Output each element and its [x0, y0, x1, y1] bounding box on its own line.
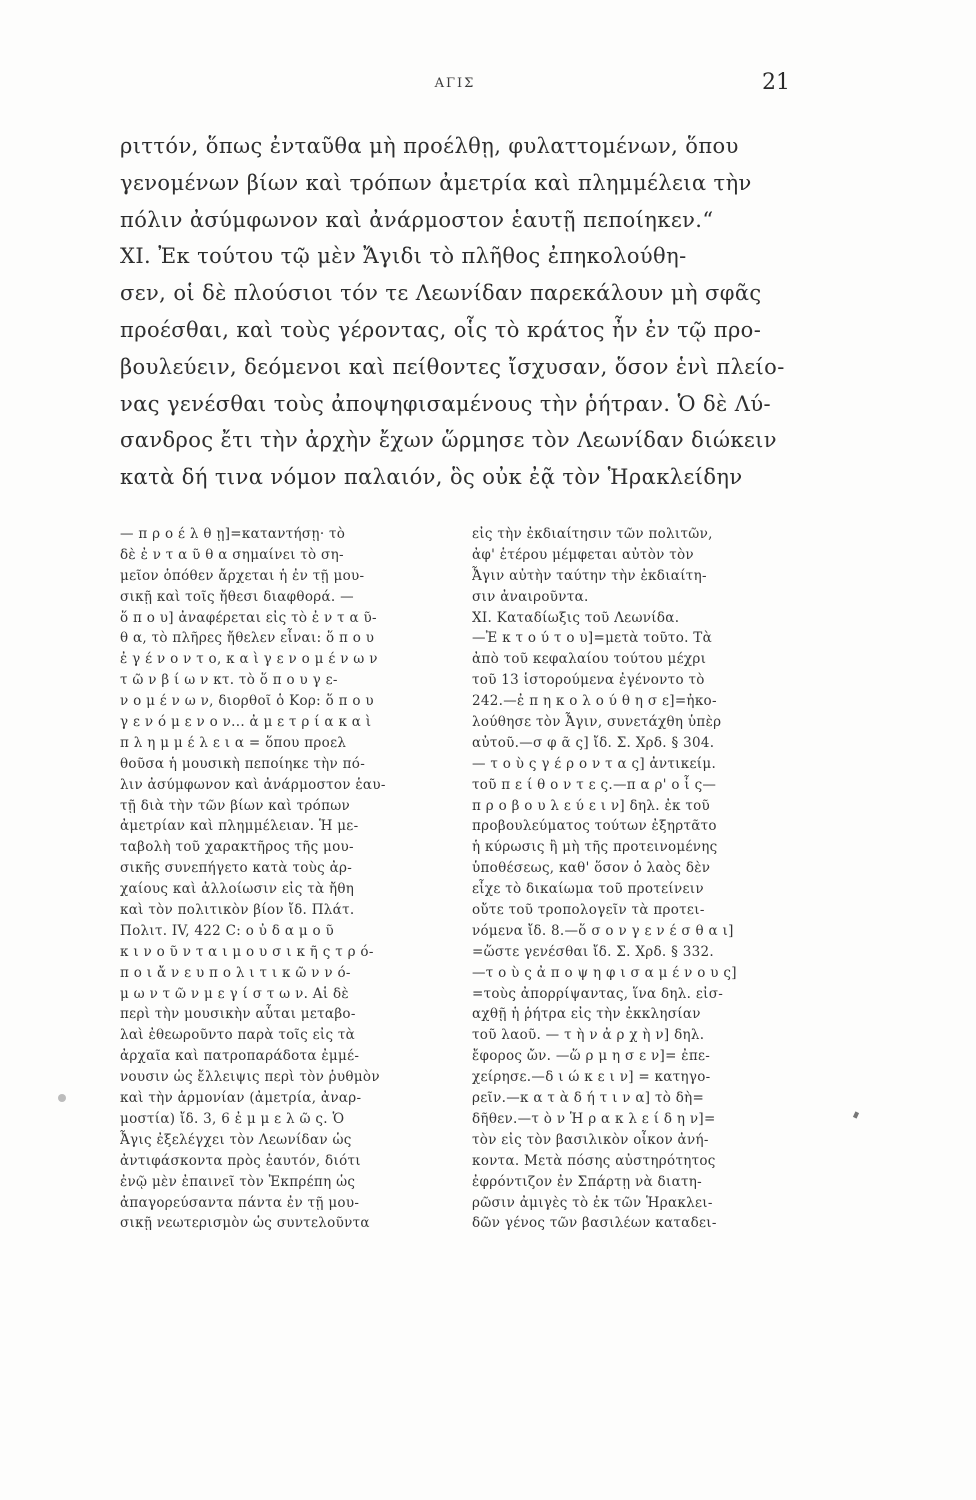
- main-text-line: XI. Ἐκ τούτου τῷ μὲν Ἄγιδι τὸ πλῆθος ἐπηκολούθη-: [120, 244, 687, 269]
- footnote-line: σικῇ νεωτερισμὸν ὡς συντελοῦντα: [120, 1215, 370, 1232]
- footnote-line: προβουλεύματος τούτων ἐξηρτᾶτο: [472, 818, 717, 835]
- footnote-line: λούθησε τὸν Ἆγιν, συνετάχθη ὑπὲρ: [472, 714, 722, 731]
- footnote-line: σιν ἀναιροῦντα.: [472, 588, 589, 605]
- footnote-line: ἔφορος ὤν. —ὥ ρ μ η σ ε ν]= ἐπε-: [472, 1048, 711, 1065]
- page-number: 21: [762, 70, 790, 95]
- footnote-line: π ο ι ἄ ν ε υ π ο λ ι τ ι κ ῶ ν ν ό-: [120, 964, 351, 981]
- footnote-line: νουσιν ὡς ἔλλειψις περὶ τὸν ῥυθμὸν: [120, 1069, 380, 1086]
- footnote-line: π λ η μ μ έ λ ε ι α = ὅπου προελ: [120, 734, 347, 751]
- footnote-line: περὶ τὴν μουσικὴν αὗται μεταβο-: [120, 1006, 356, 1023]
- footnote-line: ἀφ' ἑτέρου μέμφεται αὐτὸν τὸν: [472, 546, 694, 563]
- footnote-line: τ ῶ ν β ί ω ν κτ. τὸ ὅ π ο υ γ ε-: [120, 672, 338, 689]
- footnote-line: δῆθεν.—τ ὸ ν Ἡ ρ α κ λ ε ί δ η ν]=: [472, 1110, 716, 1127]
- main-text-line: σανδρος ἔτι τὴν ἀρχὴν ἔχων ὥρμησε τὸν Λεωνίδαν διώκειν: [120, 428, 777, 453]
- footnote-line: ρῶσιν ἀμιγὲς τὸ ἐκ τῶν Ἡρακλει-: [472, 1194, 713, 1211]
- footnote-line: —τ ο ὺ ς ἀ π ο ψ η φ ι σ α μ έ ν ο υ ς]: [472, 964, 737, 981]
- footnote-line: σικῆς συνεπήγετο κατὰ τοὺς ἀρ-: [120, 860, 353, 877]
- footnote-line: ρεῖν.—κ α τ ὰ δ ή τ ι ν α] τὸ δὴ=: [472, 1090, 705, 1107]
- footnote-line: τοῦ λαοῦ. — τ ὴ ν ἀ ρ χ ὴ ν] δηλ.: [472, 1027, 705, 1044]
- footnote-line: ἀρχαῖα καὶ πατροπαράδοτα ἐμμέ-: [120, 1048, 360, 1065]
- footnote-line: μ ω ν τ ῶ ν μ ε γ ί σ τ ω ν. Αἱ δὲ: [120, 985, 349, 1002]
- footnote-line: 242.—ἐ π η κ ο λ ο ύ θ η σ ε]=ἠκο-: [472, 693, 717, 710]
- footnote-line: αχθῇ ἡ ῥήτρα εἰς τὴν ἐκκλησίαν: [472, 1006, 701, 1023]
- footnote-line: — π ρ ο έ λ θ ῃ]=καταντήσῃ· τὸ: [120, 526, 346, 542]
- footnote-line: ἀντιφάσκοντα πρὸς ἑαυτόν, διότι: [120, 1152, 361, 1169]
- footnote-line: ἀπαγορεύσαντα πάντα ἐν τῇ μου-: [120, 1194, 360, 1211]
- main-text-line: πόλιν ἀσύμφωνον καὶ ἀνάρμοστον ἑαυτῇ πεποίηκεν.“: [120, 207, 714, 232]
- footnote-line: θοῦσα ἡ μουσικὴ πεποίηκε τὴν πό-: [120, 755, 366, 772]
- page-header: [120, 70, 790, 100]
- footnote-line: Πολιτ. IV, 422 C: ο ὐ δ α μ ο ῦ: [120, 922, 335, 939]
- ink-mark: [853, 1111, 859, 1118]
- footnote-line: καὶ τὴν ἁρμονίαν (ἀμετρία, ἀναρ-: [120, 1090, 362, 1107]
- footnote-line: τῇ διὰ τὴν τῶν βίων καὶ τρόπων: [120, 797, 351, 814]
- footnote-line: μεῖον ὁπόθεν ἄρχεται ἡ ἐν τῇ μου-: [120, 567, 365, 584]
- footnote-line: ἐφρόντιζον ἐν Σπάρτῃ νὰ διατη-: [472, 1173, 703, 1190]
- footnote-line: τὸν εἰς τὸν βασιλικὸν οἶκον ἀνή-: [472, 1131, 709, 1148]
- footnote-line: δὲ ἐ ν τ α ῦ θ α σημαίνει τὸ ση-: [120, 546, 344, 563]
- footnote-line: εἶχε τὸ δικαίωμα τοῦ προτείνειν: [472, 881, 704, 898]
- footnote-line: ὅ π ο υ] ἀναφέρεται εἰς τὸ ἐ ν τ α ῦ-: [120, 609, 377, 626]
- footnote-line: — τ ο ὺ ς γ έ ρ ο ν τ α ς] ἀντικείμ.: [472, 755, 717, 772]
- footnote-line: ἐνῷ μὲν ἐπαινεῖ τὸν Ἐκπρέπη ὡς: [120, 1173, 356, 1190]
- running-head: ΑΓΙΣ: [434, 76, 476, 91]
- footnote-line: κοντα. Μετὰ πόσης αὐστηρότητος: [472, 1152, 716, 1169]
- footnotes-right-column: [472, 524, 790, 1234]
- main-text-line: προέσθαι, καὶ τοὺς γέροντας, οἷς τὸ κράτος ἦν ἐν τῷ προ-: [120, 317, 762, 342]
- footnote-line: ὑποθέσεως, καθ' ὅσον ὁ λαὸς δὲν: [472, 860, 711, 877]
- main-text-line: βουλεύειν, δεόμενοι καὶ πείθοντες ἴσχυσαν, ὅσον ἑνὶ πλείο-: [120, 354, 785, 379]
- main-text-line: κατὰ δή τινα νόμον παλαιόν, ὃς οὐκ ἐᾷ τὸν Ἡρακλείδην: [120, 465, 743, 490]
- footnote-line: π ρ ο β ο υ λ ε ύ ε ι ν] δηλ. ἐκ τοῦ: [472, 797, 711, 814]
- footnote-line: —Ἐ κ τ ο ύ τ ο υ]=μετὰ τοῦτο. Τὰ: [472, 630, 713, 647]
- footnote-line: χαίους καὶ ἀλλοίωσιν εἰς τὰ ἤθη: [120, 881, 355, 898]
- main-text-line: σεν, οἱ δὲ πλούσιοι τόν τε Λεωνίδαν παρεκάλουν μὴ σφᾶς: [120, 281, 762, 306]
- main-text-line: γενομένων βίων καὶ τρόπων ἀμετρία καὶ πλημμέλεια τὴν: [120, 170, 752, 195]
- footnote-line: τοῦ 13 ἱστορούμενα ἐγένοντο τὸ: [472, 672, 705, 689]
- footnotes-left-column: [120, 524, 438, 1234]
- footnote-line: ἐ γ έ ν ο ν τ ο, κ α ὶ γ ε ν ο μ έ ν ω ν: [120, 651, 378, 668]
- footnote-line: ἀπὸ τοῦ κεφαλαίου τούτου μέχρι: [472, 651, 707, 668]
- main-text-line: ριττόν, ὅπως ἐνταῦθα μὴ προέλθῃ, φυλαττομένων, ὅπου: [120, 134, 739, 158]
- footnote-line: λιν ἀσύμφωνον καὶ ἀνάρμοστον ἑαυ-: [120, 776, 386, 793]
- footnote-line: μοστία) ἴδ. 3, 6 ἐ μ μ ε λ ῶ ς. Ὁ: [120, 1110, 345, 1127]
- footnote-line: ταβολὴ τοῦ χαρακτῆρος τῆς μου-: [120, 839, 354, 856]
- footnotes: [120, 524, 790, 1444]
- footnote-line: τοῦ π ε ί θ ο ν τ ε ς.—π α ρ' ο ἷ ς—: [472, 776, 717, 793]
- footnote-line: θ α, τὸ πλῆρες ἤθελεν εἶναι: ὅ π ο υ: [120, 630, 375, 647]
- footnote-line: οὔτε τοῦ τροπολογεῖν τὰ προτει-: [472, 902, 705, 919]
- footnote-line: κ ι ν ο ῦ ν τ α ι μ ο υ σ ι κ ῆ ς τ ρ ό-: [120, 943, 374, 960]
- footnote-line: =τοὺς ἀπορρίψαντας, ἵνα δηλ. εἰσ-: [472, 985, 724, 1002]
- footnote-line: νόμενα ἴδ. 8.—ὅ σ ο ν γ ε ν έ σ θ α ι]: [472, 922, 734, 939]
- footnote-line: XI. Καταδίωξις τοῦ Λεωνίδα.: [472, 609, 680, 626]
- footnote-line: δῶν γένος τῶν βασιλέων καταδει-: [472, 1215, 717, 1232]
- footnote-line: εἰς τὴν ἐκδιαίτησιν τῶν πολιτῶν,: [472, 526, 713, 542]
- footnote-line: =ὥστε γενέσθαι ἴδ. Σ. Χρδ. § 332.: [472, 943, 714, 960]
- footnote-line: Ἆγις ἐξελέγχει τὸν Λεωνίδαν ὡς: [120, 1131, 352, 1148]
- footnote-line: αὐτοῦ.—σ φ ᾶ ς] ἴδ. Σ. Χρδ. § 304.: [472, 734, 715, 751]
- footnote-line: χείρησε.—δ ι ώ κ ε ι ν] = κατηγο-: [472, 1069, 711, 1086]
- footnote-line: Ἆγιν αὐτὴν ταύτην τὴν ἐκδιαίτη-: [472, 567, 707, 584]
- paper-spot: [58, 1094, 66, 1102]
- main-text-line: νας γενέσθαι τοὺς ἀποψηφισαμένους τὴν ῥήτραν. Ὁ δὲ Λύ-: [120, 391, 772, 416]
- footnote-line: γ ε ν ό μ ε ν ο ν... ἀ μ ε τ ρ ί α κ α ὶ: [120, 714, 372, 731]
- footnote-line: ἀμετρίαν καὶ πλημμέλειαν. Ἡ με-: [120, 818, 359, 835]
- footnote-line: λαὶ ἐθεωροῦντο παρὰ τοῖς εἰς τὰ: [120, 1027, 356, 1044]
- footnote-line: σικῇ καὶ τοῖς ἤθεσι διαφθορά. —: [120, 588, 354, 605]
- footnote-line: καὶ τὸν πολιτικὸν βίον ἴδ. Πλάτ.: [120, 902, 355, 919]
- footnote-line: ἡ κύρωσις ἢ μὴ τῆς προτεινομένης: [472, 839, 718, 856]
- main-text: [120, 128, 790, 496]
- footnote-line: ν ο μ έ ν ω ν, διορθοῖ ὁ Κορ: ὅ π ο υ: [120, 693, 374, 710]
